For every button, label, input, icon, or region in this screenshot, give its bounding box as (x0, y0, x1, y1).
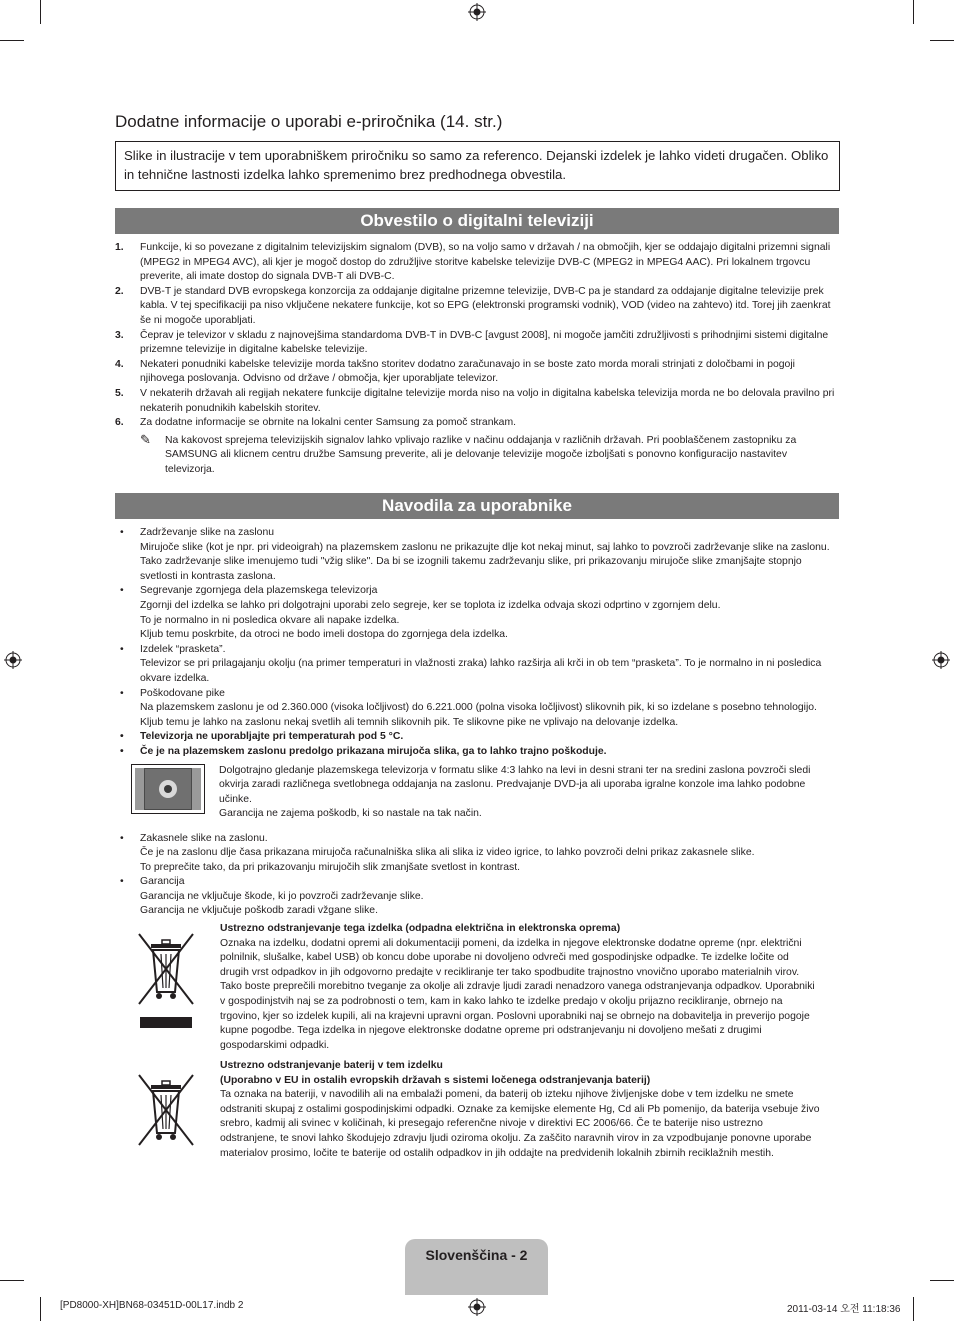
item-title: Zadrževanje slike na zaslonu (140, 527, 274, 538)
item-text: Zgornji del izdelka se lahko pri dolgotrajni uporabi zelo segreje, ker se toplota iz izdelka odvaja skozi odprtino v zgornjem delu. (140, 599, 721, 611)
crop-mark (913, 1297, 914, 1321)
item-text: Garancija ne vključuje poškodb zaradi vžgane slike. (140, 905, 378, 917)
crop-mark (0, 40, 24, 41)
bullet: • (120, 731, 124, 743)
page-title: Dodatne informacije o uporabi e-priročnika (14. str.) (115, 112, 503, 131)
list-item (115, 358, 839, 387)
list-item (115, 875, 839, 919)
footer-timestamp: 2011-03-14 오전 11:18:36 (787, 1304, 901, 1315)
list-number: 3. (115, 329, 124, 341)
list-text: Za dodatne informacije se obrnite na lokalni center Samsung za pomoč strankam. (140, 417, 516, 429)
list-number: 5. (115, 387, 124, 399)
notice-box: Slike in ilustracije v tem uporabniškem priročniku so samo za referenco. Dejanski izdelek je lahko videti drugačen. Obliko in tehnične lastnosti izdelka lahko spremenimo brez predhodnega obvestila. (115, 141, 840, 191)
list-item (115, 285, 839, 329)
registration-mark-icon (468, 3, 486, 21)
bullet: • (120, 832, 124, 844)
list-item (115, 329, 839, 358)
crossed-bin-battery-icon (135, 1073, 197, 1153)
image-retention-text (219, 764, 819, 822)
item-title: Izdelek “prasketa”. (140, 643, 226, 655)
item-text: Garancija ne zajema poškodb, ki so nastale na tak način. (219, 808, 482, 820)
item-text: Televizor se pri prilagajanju okolju (na primer temperaturi in vlažnosti zraka) lahko razširja ali krči in ob tem “prasketa”. To je normalno in ni posledica okvare izdelka. (140, 658, 822, 684)
battery-text (220, 1059, 820, 1161)
list-text: Funkcije, ki so povezane z digitalnim televizijskim signalom (DVB), so na voljo samo v državah / na območjih, kjer se oddajajo digitalni prizemni signali (MPEG2 in MPEG4 AVC), ali kjer je mogoč dostop do združljive storitve kabelske televizije DVB-C (MPEG2 in MPEG4 AAC). Pri lokalnem trgovcu preverite, ali imate dostop do signala DVB-T ali DVB-C. (140, 242, 831, 283)
bullet: • (120, 745, 124, 757)
bullet: • (120, 527, 124, 538)
item-text: Garancija ne vključuje škode, ki jo povzroči zadrževanje slike. (140, 890, 424, 902)
crop-mark (0, 1280, 24, 1281)
list-text: V nekaterih državah ali regijah nekatere funkcije digitalne televizije morda niso na voljo in digitalna kabelska televizija morda ne bo delovala pravilno pri nekaterih ponudnikih kabelskih storitev. (140, 387, 835, 414)
item-text: Kljub temu poskrbite, da otroci ne bodo imeli dostopa do zgornjega dela izdelka. (140, 629, 508, 641)
weee-title: Ustrezno odstranjevanje tega izdelka (odpadna električna in elektronska oprema) (220, 923, 621, 934)
crop-mark (40, 0, 41, 24)
section-heading-user-instructions: Navodila za uporabnike (115, 493, 839, 519)
list-text: Nekateri ponudniki kabelske televizije morda takšno storitev dodatno zaračunavajo in se boste zato morda morali strinjati z določbami in pogoji njihovega poslovanja. Odvisno od države / območja, kjer uporabljate televizor. (140, 358, 795, 385)
item-text: Če je na zaslonu dlje časa prikazana mirujoča računalniška slika ali slika iz video igrice, to lahko povzroči delni prikaz zakasnele slike. (140, 847, 755, 859)
list-item (115, 526, 839, 584)
footer-file-info: [PD8000-XH]BN68-03451D-00L17.indb 2 (60, 1300, 244, 1311)
weee-body: Oznaka na izdelku, dodatni opremi ali dokumentaciji pomeni, da izdelka in njegove elektronske dodatne opreme (npr. električni polnilnik, slušalke, kabel USB) ob koncu dobe uporabe ni dovoljeno odvreči med gospodinjske odpadke. Te izdelke ločite od drugih vrst odpadkov in jih odgovorno predajte v recikliranje ter tako spodbudite trajnostno vnovično uporabo materialnih virov. Tako boste preprečili morebitno tveganje za okolje ali zdravje ljudi zaradi nenadzoro vanega odstranjevanja odpadkov. Uporabniki v gospodinjstvih naj se za podrobnosti o tem, kam in kako lahko te izdelke predajo v okolju prijazno recikliranje, obrnejo na trgovino, kjer so izdelek kupili, ali na krajevni upravni organ. Poslovni uporabniki naj se obrnejo na dobavitelja in preverijo pogoje kupne pogodbe. Tega izdelka in njegove elektronske dodatne opreme pri odstranjevanju ni dovoljeno mešati z drugimi gospodarskimi odpadki. (220, 937, 815, 1051)
list-text: DVB-T je standard DVB evropskega konzorcija za oddajanje digitalne prizemne televizije, DVB-C pa je standard za oddajanje digitalne televizije prek kabla. V tej specifikaciji pa niso vključene nekatere funkcije, kot so EPG (elektronski programski vodnik), VOD (video na zahtevo) itd. Torej jih zaenkrat še ni mogoče uporabljati. (140, 285, 831, 326)
item-text: Na plazemskem zaslonu je od 2.360.000 (visoka ločljivost) do 6.221.000 (polna visoka ločljivost) slikovnih pik, ki so izdelane s posebno tehnologijo. (140, 702, 817, 714)
item-text: Kljub temu je lahko na zaslonu nekaj svetlih ali temnih slikovnih pik. Te slikovne pike ne vplivajo na delovanje izdelka. (140, 716, 679, 728)
item-text: Dolgotrajno gledanje plazemskega televizorja v formatu slike 4:3 lahko na levi in desni strani ter na sredini zaslona povzroči sledi okvirja zaradi različnega svetlobnega oddajanja na zaslonu. Predvajanje DVD-ja ali uporaba igralne konzole ima lahko podobne učinke. (219, 764, 811, 805)
list-item (115, 687, 839, 731)
battery-title: Ustrezno odstranjevanje baterij v tem izdelku (220, 1060, 443, 1071)
item-title: Zakasnele slike na zaslonu. (140, 832, 268, 844)
item-text: To preprečite tako, da pri prikazovanju mirujočih slik zmanjšate svetlost in kontrast. (140, 861, 520, 873)
list-number: 6. (115, 417, 124, 429)
list-item (115, 584, 839, 642)
item-title: Segrevanje zgornjega dela plazemskega televizorja (140, 585, 378, 597)
battery-body: Ta oznaka na bateriji, v navodilih ali na embalaži pomeni, da baterij ob izteku njihove življenjske dobe v tem izdelku ne smete odstraniti skupaj z ostalimi gospodinjskimi odpadki. Oznake za kemijske elemente Hg, Cd ali Pb pomenijo, da baterija vsebuje živo srebro, kadmij ali svinec v količinah, ki presegajo referenčne nivoje v direktivi EC 2006/66. Če te baterije niso ustrezno odstranjene, te snovi lahko škodujejo zdravju ljudi oziroma okolju. Za zaščito naravnih virov in za vzpodbujanje ponovne uporabe materialov prosimo, ločite te baterije od ostalih odpadkov in jih oddajte na predvidenih lokalnih zbirnih reciklažnih mestih. (220, 1089, 820, 1159)
item-title: Če je na plazemskem zaslonu predolgo prikazana mirujoča slika, ga to lahko trajno poškoduje. (140, 745, 607, 757)
crop-mark (930, 40, 954, 41)
battery-disposal-block (115, 1059, 839, 1169)
bullet: • (120, 643, 124, 655)
note (115, 431, 839, 478)
image-retention-block (115, 764, 839, 826)
tv-flower-image (131, 764, 205, 814)
list-item (115, 643, 839, 687)
item-title: Garancija (140, 876, 185, 888)
list-item (115, 730, 839, 745)
list-number: 4. (115, 358, 124, 370)
list-item (115, 241, 839, 285)
item-title: Poškodovane pike (140, 687, 225, 699)
section-heading-digital-tv: Obvestilo o digitalni televiziji (115, 208, 839, 234)
crop-mark (913, 0, 914, 24)
list-number: 1. (115, 242, 124, 253)
item-title: Televizorja ne uporabljajte pri temperaturah pod 5 °C. (140, 731, 404, 743)
list-item (115, 387, 839, 416)
registration-mark-icon (932, 651, 950, 669)
user-instructions-list (115, 526, 839, 919)
crop-mark (930, 1280, 954, 1281)
weee-text (220, 922, 820, 1053)
list-item (115, 745, 839, 760)
digital-tv-list (115, 241, 839, 478)
item-text: Mirujoče slike (kot je npr. pri videoigrah) na plazemskem zaslonu ne prikazujte dlje kot nekaj minut, saj lahko to povzroči zadrževanje slike na zaslonu. Tako zadrževanje slike imenujemo tudi "vžig slike". Da bi se izognili takemu zadrževanju slike, pri prikazovanju mirujoče slike zmanjšajte stopnjo svetlosti in kontrasta zaslona. (140, 541, 830, 582)
list-item (115, 832, 839, 876)
bullet: • (120, 876, 124, 888)
weee-disposal-block (115, 922, 839, 1057)
bullet: • (120, 585, 124, 597)
list-text: Čeprav je televizor v skladu z najnovejšima standardoma DVB-T in DVB-C [avgust 2008], ni mogoče jamčiti združljivosti s prihodnjimi sistemi digitalne prizemne televizije in digitalne kabelske televizije. (140, 329, 829, 356)
list-number: 2. (115, 285, 124, 297)
list-item (115, 416, 839, 431)
note-text: Na kakovost sprejema televizijskih signalov lahko vplivajo razlike v načinu oddajanja v različnih državah. Pri pooblaščenem zastopniku za SAMSUNG ali klicnem centru družbe Samsung preverite, ali je delovanje televizije mogoče izboljšati s ponovno konfiguracijo nastavitev televizorja. (165, 434, 797, 475)
crossed-bin-icon (135, 932, 197, 1032)
registration-mark-icon (468, 1298, 486, 1316)
bullet: • (120, 687, 124, 699)
crop-mark (40, 1297, 41, 1321)
page-number-tab: Slovenščina - 2 (405, 1239, 548, 1295)
item-text: To je normalno in ni posledica okvare ali napake izdelka. (140, 614, 400, 626)
pencil-note-icon: ✎ (140, 431, 151, 447)
battery-subtitle: (Uporabno v EU in ostalih evropskih državah s sistemi ločenega odstranjevanja baterij) (220, 1074, 651, 1086)
registration-mark-icon (4, 651, 22, 669)
